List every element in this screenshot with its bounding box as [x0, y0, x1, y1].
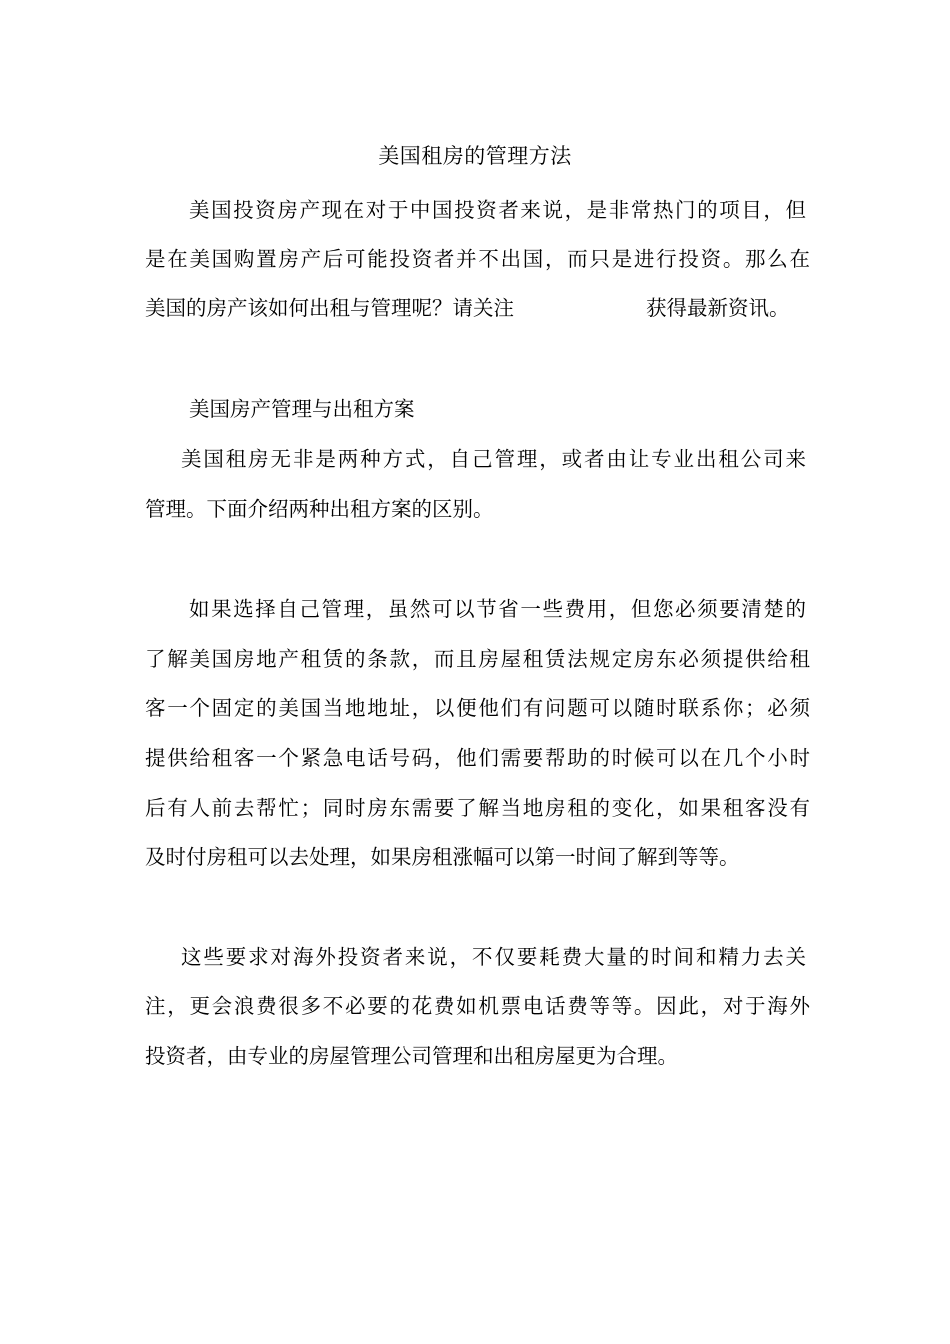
- paragraph-5-line-3: 投资者，由专业的房屋管理公司管理和出租房屋更为合理。: [145, 1044, 678, 1068]
- paragraph-4-line-1: 如果选择自己管理，虽然可以节省一些费用，但您必须要清楚的: [189, 597, 806, 621]
- paragraph-3-line-1: 美国租房无非是两种方式，自己管理，或者由让专业出租公司来: [181, 447, 806, 471]
- document-title: 美国租房的管理方法: [378, 144, 572, 168]
- paragraph-4-line-6: 及时付房租可以去处理，如果房租涨幅可以第一时间了解到等等。: [145, 845, 740, 869]
- section-heading: 美国房产管理与出租方案: [189, 397, 415, 421]
- paragraph-1-line-3: 美国的房产该如何出租与管理呢？请关注: [145, 296, 514, 320]
- paragraph-5-line-2: 注，更会浪费很多不必要的花费如机票电话费等等。因此，对于海外: [145, 994, 810, 1018]
- paragraph-1-line-2: 是在美国购置房产后可能投资者并不出国，而只是进行投资。那么在: [145, 247, 810, 271]
- paragraph-4-line-3: 客一个固定的美国当地地址，以便他们有问题可以随时联系你；必须: [145, 696, 810, 720]
- paragraph-4-line-2: 了解美国房地产租赁的条款，而且房屋租赁法规定房东必须提供给租: [145, 647, 810, 671]
- paragraph-4-line-4: 提供给租客一个紧急电话号码，他们需要帮助的时候可以在几个小时: [145, 746, 810, 770]
- paragraph-1-tail: 获得最新资讯。: [646, 296, 790, 320]
- paragraph-3-line-2: 管理。下面介绍两种出租方案的区别。: [145, 497, 494, 521]
- paragraph-5-line-1: 这些要求对海外投资者来说，不仅要耗费大量的时间和精力去关: [181, 945, 806, 969]
- paragraph-1-line-1: 美国投资房产现在对于中国投资者来说，是非常热门的项目，但: [189, 198, 806, 222]
- paragraph-4-line-5: 后有人前去帮忙；同时房东需要了解当地房租的变化，如果租客没有: [145, 796, 810, 820]
